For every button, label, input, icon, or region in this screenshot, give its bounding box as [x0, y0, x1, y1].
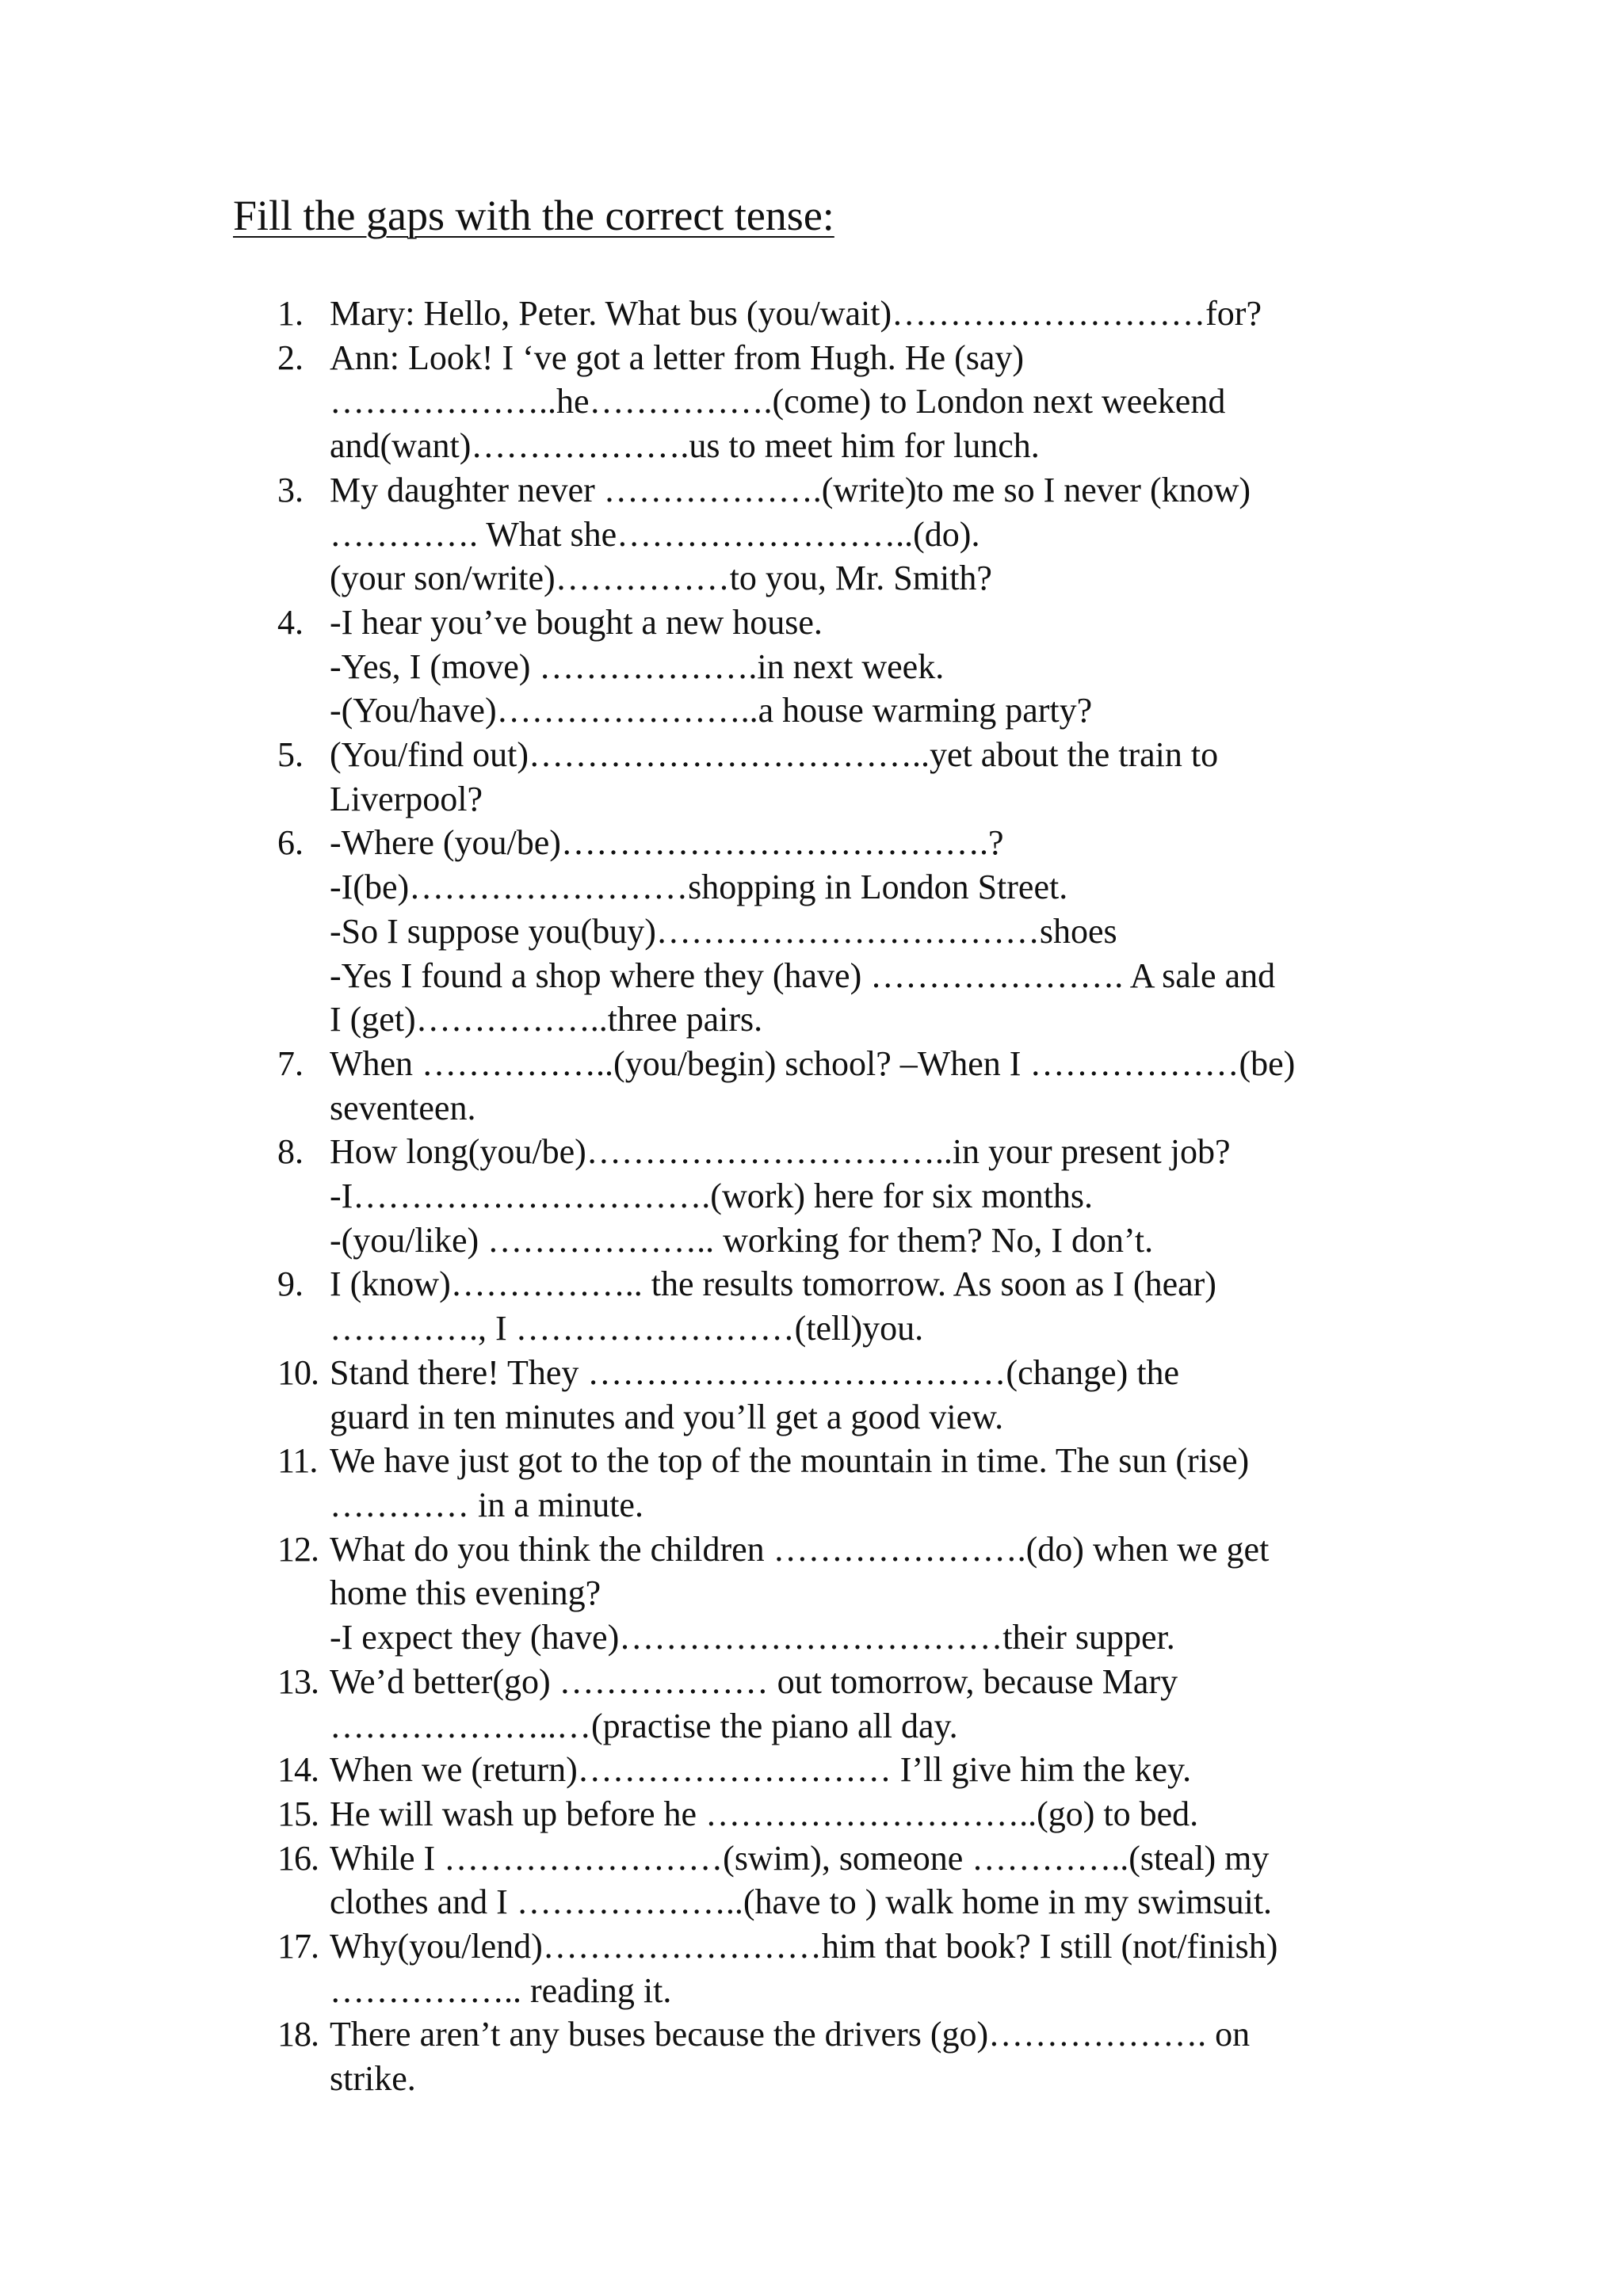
- exercise-line: I (know)…………….. the results tomorrow. As soon as I (hear): [330, 1264, 1216, 1304]
- exercise-line: When we (return)……………………… I’ll give him the key.: [330, 1750, 1192, 1790]
- exercise-line: …………., I ……………………(tell)you.: [330, 1309, 924, 1348]
- exercise-text: [330, 468, 1403, 601]
- exercise-line: ………………..…(practise the piano all day.: [330, 1706, 958, 1745]
- exercise-number: 9.: [277, 1264, 304, 1304]
- exercise-number: 2.: [277, 338, 304, 377]
- exercise-number: 7.: [277, 1043, 304, 1083]
- exercise-number: 8.: [277, 1132, 304, 1172]
- exercise-text: [330, 1836, 1403, 1924]
- exercise-text: [330, 1262, 1403, 1350]
- exercise-number: 3.: [277, 470, 304, 509]
- exercise-number: 4.: [277, 602, 304, 642]
- exercise-line: ………………..he…………….(come) to London next weekend: [330, 382, 1226, 421]
- exercise-line: strike.: [330, 2059, 416, 2099]
- exercise-line: Liverpool?: [330, 779, 483, 818]
- exercise-line: Why(you/lend)……………………him that book? I still (not/finish): [330, 1927, 1278, 1966]
- exercise-text: [330, 1042, 1403, 1130]
- exercise-line: -Yes I found a shop where they (have) …………………. A sale and: [330, 955, 1276, 995]
- exercise-item: [277, 1792, 1403, 1836]
- exercise-number: 17.: [277, 1927, 319, 1966]
- exercise-line: -I(be)……………………shopping in London Street.: [330, 868, 1068, 907]
- exercise-line: -I expect they (have)……………………………their supper.: [330, 1618, 1175, 1657]
- exercise-line: -(You/have)…………………..a house warming party?: [330, 691, 1093, 730]
- exercise-line: …………….. reading it.: [330, 1970, 672, 2010]
- exercise-item: [277, 1527, 1403, 1660]
- exercise-line: I (get)……………..three pairs.: [330, 1000, 763, 1039]
- exercise-item: [277, 336, 1403, 468]
- exercise-text: [330, 1439, 1403, 1527]
- exercise-line: guard in ten minutes and you’ll get a good view.: [330, 1397, 1004, 1436]
- exercise-line: When ……………..(you/begin) school? –When I ………………(be): [330, 1043, 1296, 1083]
- exercise-item: [277, 1439, 1403, 1527]
- exercise-line: -I hear you’ve bought a new house.: [330, 602, 823, 642]
- exercise-item: [277, 468, 1403, 601]
- exercise-text: [330, 1748, 1403, 1792]
- exercise-line: We have just got to the top of the mountain in time. The sun (rise): [330, 1441, 1250, 1481]
- exercise-number: 5.: [277, 735, 304, 775]
- exercise-line: What do you think the children ………………….(do) when we get: [330, 1529, 1270, 1569]
- exercise-text: [330, 1924, 1403, 2012]
- exercise-item: [277, 2012, 1403, 2100]
- exercise-line: While I ……………………(swim), someone …………..(steal) my: [330, 1838, 1270, 1878]
- exercise-number: 10.: [277, 1352, 319, 1392]
- exercise-item: [277, 1836, 1403, 1924]
- exercise-item: [277, 821, 1403, 1042]
- exercise-number: 14.: [277, 1750, 319, 1790]
- exercise-line: (your son/write)……………to you, Mr. Smith?: [330, 559, 992, 598]
- exercise-number: 18.: [277, 2015, 319, 2054]
- exercise-number: 12.: [277, 1529, 319, 1569]
- exercise-item: [277, 1924, 1403, 2012]
- exercise-text: [330, 2012, 1403, 2100]
- exercise-line: ………… in a minute.: [330, 1485, 643, 1524]
- exercise-line: -I………………………….(work) here for six months.: [330, 1177, 1093, 1216]
- exercise-text: [330, 821, 1403, 1042]
- exercise-number: 1.: [277, 294, 304, 333]
- exercise-line: (You/find out)……………………………..yet about the train to: [330, 735, 1219, 775]
- exercise-item: [277, 1262, 1403, 1350]
- exercise-text: [330, 1130, 1403, 1262]
- exercise-line: We’d better(go) ……………… out tomorrow, because Mary: [330, 1661, 1178, 1701]
- exercise-item: [277, 1748, 1403, 1792]
- exercise-item: [277, 1130, 1403, 1262]
- exercise-line: -So I suppose you(buy)……………………………shoes: [330, 911, 1117, 951]
- exercise-text: [330, 1792, 1403, 1836]
- exercise-line: clothes and I ………………..(have to ) walk home in my swimsuit.: [330, 1882, 1273, 1922]
- exercise-line: He will wash up before he ………………………..(go) to bed.: [330, 1794, 1199, 1833]
- page-title: Fill the gaps with the correct tense:: [233, 192, 834, 239]
- exercise-item: [277, 1660, 1403, 1748]
- exercise-text: [330, 292, 1403, 336]
- exercise-line: My daughter never ……………….(write)to me so I never (know): [330, 470, 1251, 509]
- exercise-line: -(you/like) ……………….. working for them? No, I don’t.: [330, 1220, 1154, 1260]
- exercise-line: -Yes, I (move) ……………….in next week.: [330, 646, 945, 686]
- exercise-line: -Where (you/be)……………………………….?: [330, 823, 1004, 863]
- exercise-line: Mary: Hello, Peter. What bus (you/wait)………………………for?: [330, 294, 1262, 333]
- exercise-text: [330, 601, 1403, 733]
- exercise-line: Stand there! They ………………………………(change) the: [330, 1352, 1180, 1392]
- exercise-item: [277, 601, 1403, 733]
- exercise-item: [277, 292, 1403, 336]
- exercise-line: There aren’t any buses because the drivers (go)………………. on: [330, 2015, 1251, 2054]
- exercise-list: [277, 292, 1403, 2101]
- exercise-number: 6.: [277, 823, 304, 863]
- exercise-number: 15.: [277, 1794, 319, 1833]
- exercise-number: 16.: [277, 1838, 319, 1878]
- exercise-line: and(want)……………….us to meet him for lunch.: [330, 426, 1040, 466]
- exercise-text: [330, 733, 1403, 821]
- exercise-text: [330, 1351, 1403, 1439]
- exercise-text: [330, 1660, 1403, 1748]
- exercise-item: [277, 733, 1403, 821]
- exercise-line: Ann: Look! I ‘ve got a letter from Hugh. He (say): [330, 338, 1025, 377]
- exercise-text: [330, 1527, 1403, 1660]
- exercise-line: How long(you/be)…………………………..in your present job?: [330, 1132, 1231, 1172]
- exercise-item: [277, 1042, 1403, 1130]
- exercise-line: seventeen.: [330, 1088, 476, 1127]
- exercise-line: …………. What she……………………..(do).: [330, 514, 980, 554]
- exercise-item: [277, 1351, 1403, 1439]
- exercise-number: 11.: [277, 1441, 318, 1481]
- exercise-number: 13.: [277, 1661, 319, 1701]
- exercise-line: home this evening?: [330, 1573, 601, 1613]
- exercise-text: [330, 336, 1403, 468]
